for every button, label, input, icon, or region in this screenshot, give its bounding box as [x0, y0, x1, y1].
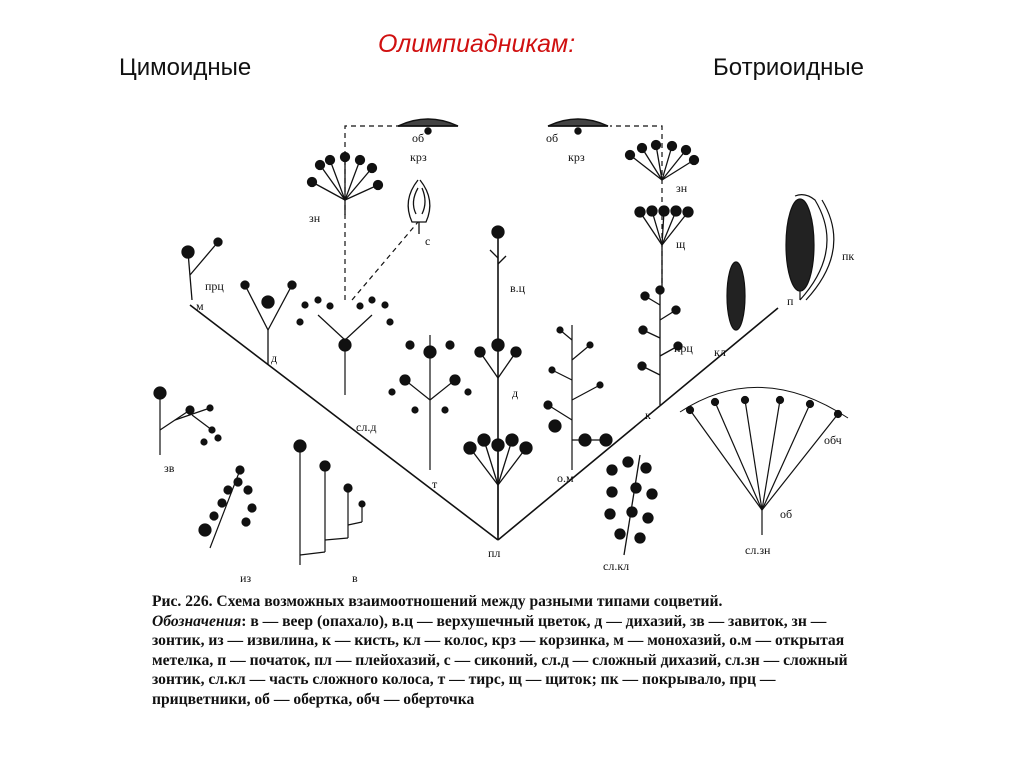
- umbel-left: [308, 153, 383, 216]
- label-d-mid: д: [512, 386, 519, 400]
- caption-title-text: Схема возможных взаимоотношений между разными типами соцветий.: [212, 593, 723, 610]
- label-krz-left: крз: [410, 150, 427, 164]
- label-prc-right: прц: [674, 341, 693, 355]
- dashed-link-s: [352, 222, 418, 300]
- label-pl: пл: [488, 546, 501, 560]
- label-ob-right: об: [546, 131, 559, 145]
- open-panicle: [544, 325, 612, 470]
- label-m: м: [196, 299, 204, 313]
- label-o-m: о.м: [557, 471, 574, 485]
- label-iz: из: [240, 571, 252, 585]
- label-zv: зв: [164, 461, 175, 475]
- label-v-c: в.ц: [510, 281, 526, 295]
- label-ob-left: об: [412, 131, 425, 145]
- label-sl-zn: сл.зн: [745, 543, 771, 557]
- label-obch: обч: [824, 433, 842, 447]
- dichasium-left: [241, 281, 296, 365]
- figure-caption: [152, 592, 864, 709]
- label-d-left: д: [271, 351, 278, 365]
- label-kl: кл: [714, 345, 726, 359]
- thyrse: [389, 335, 471, 470]
- label-s: с: [425, 234, 431, 248]
- label-krz-right: крз: [568, 150, 585, 164]
- label-zn-left: зн: [309, 211, 321, 225]
- label-t: т: [432, 477, 438, 491]
- label-sl-d: сл.д: [356, 420, 377, 434]
- spadix: [786, 195, 834, 300]
- label-k: к: [645, 408, 651, 422]
- compound-dichasium: [297, 297, 393, 395]
- header-olympiad: Олимпиадникам:: [378, 30, 576, 58]
- legend-text: : в — веер (опахало), в.ц — верхушечный цветок, д — дихазий, зв — завиток, зн — зонтик, из — извилина, к — кисть, кл — колос, крз — корзинка, м — монохазий, о.м — открытая метелка, п — початок, пл — плейохазий, с — сиконий, сл.д — сложный дихазий, сл.зн — сложный зонтик, сл.кл — часть сложного колоса, т — тирс, щ — щиток; пк — покрывало, прц — прицветники, об — обертка, обч — оберточка: [152, 612, 848, 708]
- dashed-link-left: [345, 126, 400, 300]
- label-p: п: [787, 294, 794, 308]
- compound-umbel: [680, 387, 848, 535]
- header-botryoid: Ботриоидные: [713, 54, 864, 81]
- label-sl-kl: сл.кл: [603, 559, 630, 573]
- spike: [727, 262, 745, 330]
- label-v: в: [352, 571, 358, 585]
- right-main-branch: [498, 308, 778, 540]
- syconium: [408, 180, 430, 234]
- bostryx: [199, 466, 256, 548]
- rhipidium: [294, 440, 365, 565]
- legend-heading: Обозначения: [152, 612, 242, 630]
- label-prc-left: прц: [205, 279, 224, 293]
- caption-title: Рис. 226.: [152, 593, 213, 610]
- header-cymoid: Цимоидные: [119, 54, 252, 81]
- label-shch: щ: [676, 237, 686, 251]
- label-pk: пк: [842, 249, 855, 263]
- label-ob-bottom: об: [780, 507, 793, 521]
- compound-spike-part: [605, 455, 657, 555]
- basket-left: [398, 119, 458, 134]
- label-zn-right: зн: [676, 181, 688, 195]
- cincinnus: [154, 387, 221, 455]
